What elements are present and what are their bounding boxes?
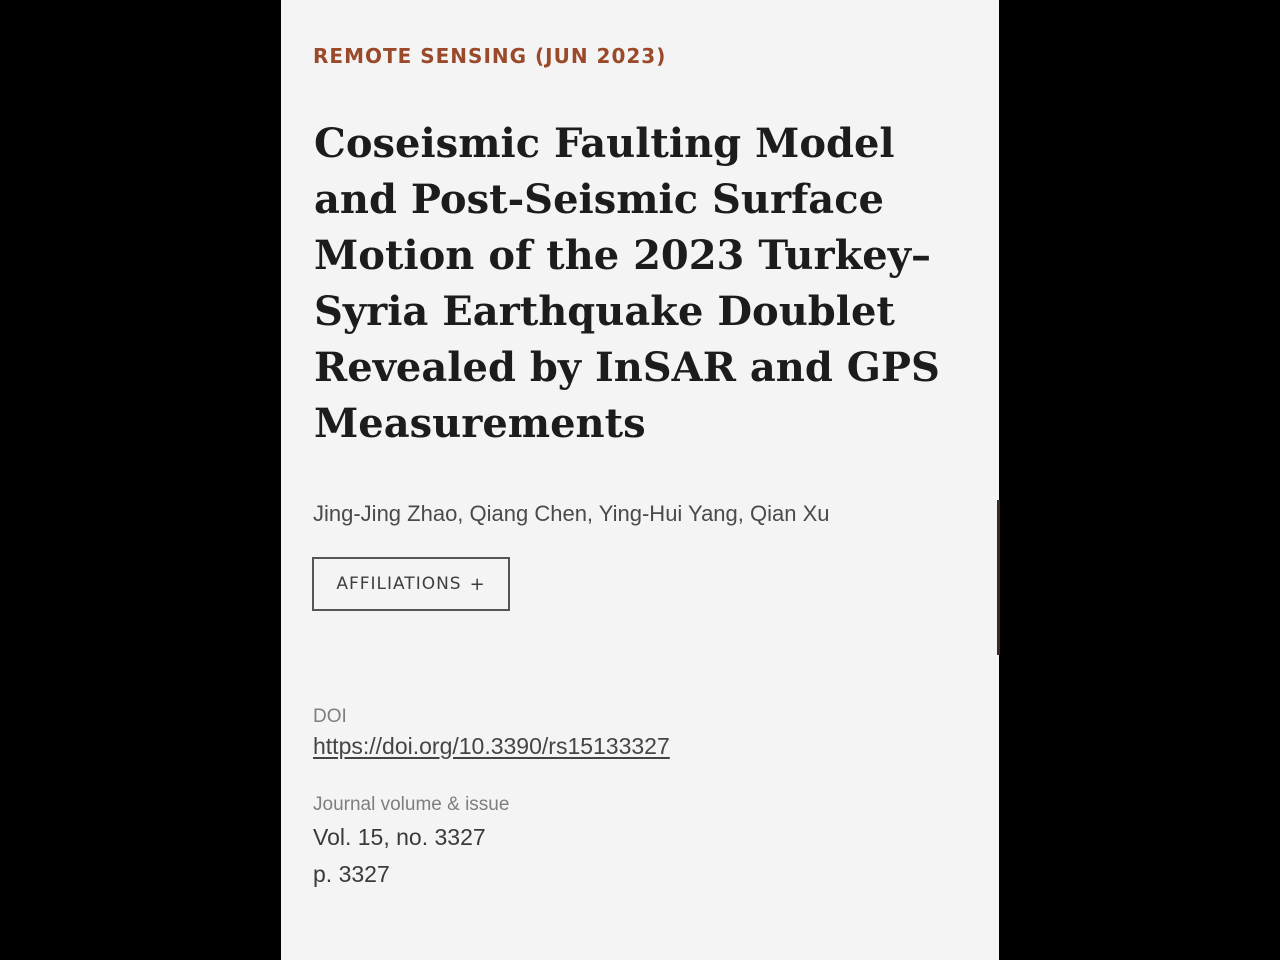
title-line: Measurements <box>314 400 646 447</box>
journal-header <box>313 44 666 68</box>
volume-issue-value: Vol. 15, no. 3327 <box>313 824 486 850</box>
title-line: and Post-Seismic Surface <box>314 176 884 223</box>
affiliations-label: AFFILIATIONS <box>336 574 462 594</box>
title-line: Motion of the 2023 Turkey– <box>314 232 931 279</box>
journal-name: REMOTE SENSING <box>313 44 528 68</box>
page-number-value: p. 3327 <box>313 861 390 887</box>
panel-edge-divider <box>997 500 1000 655</box>
journal-date: (JUN 2023) <box>535 44 667 68</box>
title-line: Revealed by InSAR and GPS <box>314 344 940 391</box>
title-line: Syria Earthquake Doublet <box>314 288 895 335</box>
title-line: Coseismic Faulting Model <box>314 120 895 167</box>
doi-link[interactable]: https://doi.org/10.3390/rs15133327 <box>313 733 670 759</box>
volume-issue-label: Journal volume & issue <box>313 794 510 815</box>
plus-icon: + <box>469 573 486 595</box>
author-list: Jing-Jing Zhao, Qiang Chen, Ying-Hui Yang, Qian Xu <box>313 501 830 526</box>
doi-label: DOI <box>313 706 347 727</box>
affiliations-button[interactable] <box>312 557 510 611</box>
article-title <box>314 116 984 452</box>
